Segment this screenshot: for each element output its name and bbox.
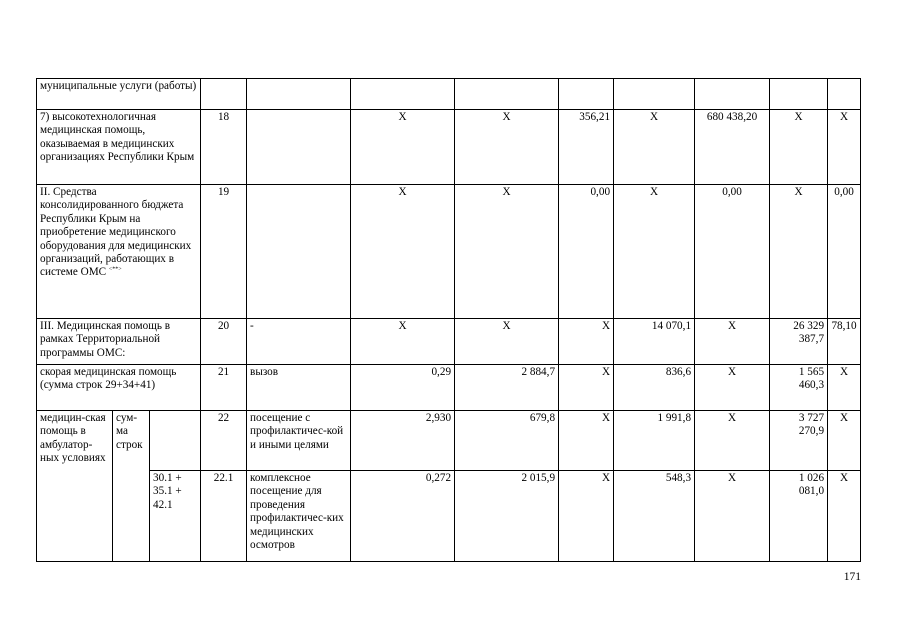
value-cell: Х xyxy=(828,110,861,185)
page-number: 171 xyxy=(843,571,861,583)
row-number: 22 xyxy=(201,411,247,471)
row-name-text: II. Средства консолидированного бюджета Республики Крым на приобретение медицинского оборудования для медицинских организаций, работающих в системе ОМС xyxy=(40,186,192,279)
value-cell: 26 329 387,7 xyxy=(770,319,828,365)
value-cell: Х xyxy=(770,185,828,319)
value-cell: Х xyxy=(770,110,828,185)
value-cell xyxy=(614,79,695,110)
value-cell: Х xyxy=(695,411,770,471)
value-cell: Х xyxy=(455,110,559,185)
value-cell: 0,272 xyxy=(351,471,455,562)
lines-cell: 30.1 + 35.1 + 42.1 xyxy=(150,471,201,562)
data-table xyxy=(36,78,861,562)
unit-cell: вызов xyxy=(247,365,351,411)
row-number: 21 xyxy=(201,365,247,411)
unit-cell xyxy=(247,185,351,319)
value-cell: 0,00 xyxy=(695,185,770,319)
value-cell: 356,21 xyxy=(559,110,614,185)
table-row xyxy=(37,185,861,319)
lines-cell xyxy=(150,411,201,471)
value-cell: Х xyxy=(559,365,614,411)
value-cell: 680 438,20 xyxy=(695,110,770,185)
table-row xyxy=(37,79,861,110)
row-name: муниципальные услуги (работы) xyxy=(37,79,201,110)
value-cell: Х xyxy=(559,411,614,471)
unit-cell xyxy=(247,110,351,185)
value-cell: 2 015,9 xyxy=(455,471,559,562)
value-cell: 3 727 270,9 xyxy=(770,411,828,471)
value-cell xyxy=(828,79,861,110)
value-cell: 0,00 xyxy=(828,185,861,319)
table-row xyxy=(37,110,861,185)
value-cell: Х xyxy=(559,471,614,562)
value-cell: Х xyxy=(695,365,770,411)
value-cell xyxy=(455,79,559,110)
row-name: медицин-ская помощь в амбулатор-ных условиях xyxy=(37,411,113,562)
value-cell: 1 565 460,3 xyxy=(770,365,828,411)
row-name xyxy=(37,185,201,319)
table-row xyxy=(37,319,861,365)
sum-label: сум-ма строк xyxy=(113,411,150,562)
value-cell xyxy=(351,79,455,110)
value-cell: Х xyxy=(614,185,695,319)
value-cell: Х xyxy=(351,185,455,319)
value-cell xyxy=(770,79,828,110)
value-cell xyxy=(695,79,770,110)
unit-cell: посещение с профилактичес-кой и иными целями xyxy=(247,411,351,471)
row-name: 7) высокотехнологичная медицинская помощь, оказываемая в медицинских организациях Республики Крым xyxy=(37,110,201,185)
value-cell xyxy=(559,79,614,110)
value-cell: 0,29 xyxy=(351,365,455,411)
value-cell: 679,8 xyxy=(455,411,559,471)
row-number xyxy=(201,79,247,110)
value-cell: Х xyxy=(828,365,861,411)
row-name: III. Медицинская помощь в рамках Территориальной программы ОМС: xyxy=(37,319,201,365)
table-row xyxy=(37,365,861,411)
value-cell: Х xyxy=(351,319,455,365)
value-cell: 1 026 081,0 xyxy=(770,471,828,562)
value-cell: Х xyxy=(351,110,455,185)
unit-cell: - xyxy=(247,319,351,365)
value-cell: Х xyxy=(695,319,770,365)
value-cell: 548,3 xyxy=(614,471,695,562)
value-cell: 78,10 xyxy=(828,319,861,365)
value-cell: Х xyxy=(455,185,559,319)
value-cell: 0,00 xyxy=(559,185,614,319)
footnote-mark: <**> xyxy=(108,266,122,273)
value-cell: Х xyxy=(828,471,861,562)
table-row xyxy=(37,471,861,562)
value-cell: Х xyxy=(828,411,861,471)
row-number: 20 xyxy=(201,319,247,365)
value-cell: Х xyxy=(455,319,559,365)
value-cell: Х xyxy=(695,471,770,562)
unit-cell: комплексное посещение для проведения профилактичес-ких медицинских осмотров xyxy=(247,471,351,562)
row-number: 22.1 xyxy=(201,471,247,562)
table-row xyxy=(37,411,861,471)
row-name: скорая медицинская помощь (сумма строк 29+34+41) xyxy=(37,365,201,411)
row-number: 18 xyxy=(201,110,247,185)
value-cell: Х xyxy=(559,319,614,365)
value-cell: 1 991,8 xyxy=(614,411,695,471)
value-cell: 836,6 xyxy=(614,365,695,411)
value-cell: 14 070,1 xyxy=(614,319,695,365)
value-cell: 2,930 xyxy=(351,411,455,471)
row-number: 19 xyxy=(201,185,247,319)
value-cell: 2 884,7 xyxy=(455,365,559,411)
value-cell: Х xyxy=(614,110,695,185)
unit-cell xyxy=(247,79,351,110)
